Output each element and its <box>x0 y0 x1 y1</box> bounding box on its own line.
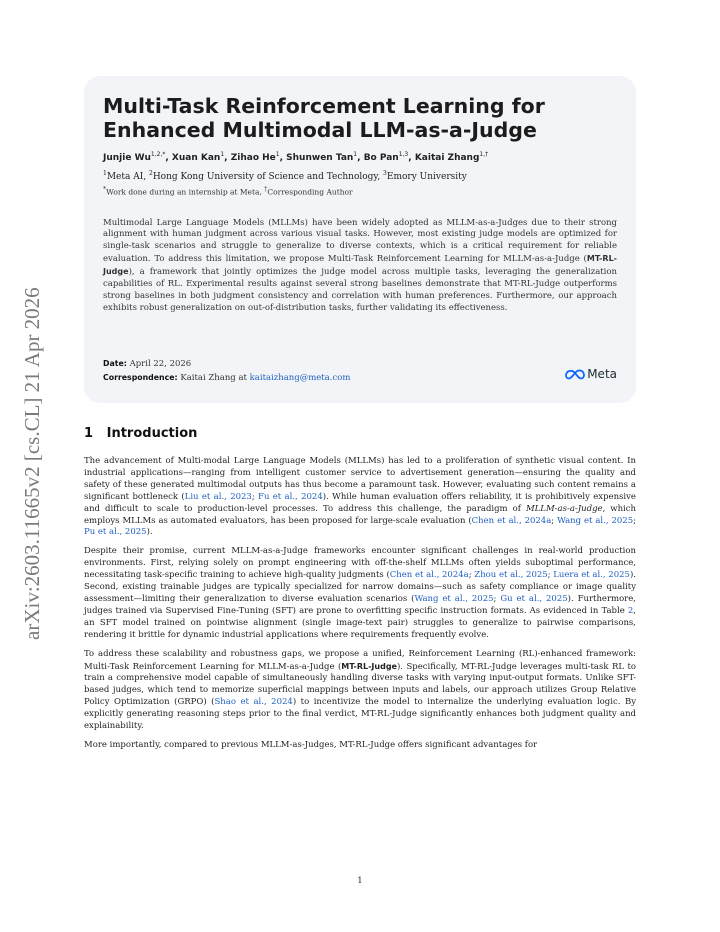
note-text: Work done during an internship at Meta, <box>106 187 265 197</box>
author-sup: 1 <box>220 151 225 158</box>
note-sup: * <box>103 186 107 193</box>
citation-link[interactable]: Chen et al., 2024a <box>389 570 469 581</box>
text-run: ). Second, existing trainable judges are typically specialized for narrow domains—such as safety compliance or image quality assessment—limiting their generalization to diverse evaluation scenarios ( <box>84 570 636 604</box>
email-link[interactable]: kaitaizhang@meta.com <box>249 373 351 383</box>
text-run: The advancement of Multi-modal Large Language Models (MLLMs) has led to a proliferation of synthetic visual content. In industrial applications—ranging from intelligent customer service to advertisement generation—ensuring the quality and safety of these generated multimodal outputs has thus become a paramount task. However, evaluating such content remains a significant bottleneck ( <box>84 456 636 502</box>
author-list: Junjie $Wu^{1,2,*}$, Xuan Kan$^1$, Zihao He$^1$, Shunwen Tan$^1$, Bo Pan$^{1,3}$, Kaitai Zhang$^{1,\dagger}$ <box>103 151 489 163</box>
text-run: ; <box>493 593 501 604</box>
acronym: MT-RL-Judge <box>103 254 617 277</box>
author-sup: 1,3 <box>398 151 409 158</box>
text-run: , an SFT model trained on pointwise alignment (single image-text pair) struggles to generalize to pairwise comparisons, rendering it brittle for dynamic industrial applications where requirements frequently evolve. <box>84 605 636 640</box>
paragraph <box>84 546 636 641</box>
author-notes <box>103 184 617 198</box>
text-run: ; <box>251 491 259 502</box>
citation-link[interactable]: Liu et al., 2023 <box>184 491 252 502</box>
text-run: To address these scalability and robustness gaps, we propose a unified, Reinforcement Learning (RL)-enhanced framework: Multi-Task Reinforcement Learning for MLLM-as-a-Judge ( <box>84 648 636 672</box>
citation-link[interactable]: Wang et al., 2025 <box>557 515 634 526</box>
correspondence-line: Correspondence: Kaitai Zhang at kaitaizhang@meta.com <box>103 373 351 383</box>
paper-title: Multi-Task Reinforcement Learning for Enhanced Multimodal LLM-as-a-Judge <box>103 94 545 142</box>
meta-logo: Meta <box>565 367 617 381</box>
citation-link[interactable]: Fu et al., 2024 <box>258 491 323 502</box>
arxiv-identifier: arXiv:2603.11665v2 [cs.CL] 21 Apr 2026 <box>20 287 44 640</box>
text-run: ; <box>468 570 475 581</box>
acronym: MT-RL-Judge <box>341 661 397 671</box>
author-sup: 1 <box>353 151 358 158</box>
introduction-body <box>84 456 636 759</box>
citation-link[interactable]: Luera et al., 2025 <box>553 570 630 581</box>
text-run: More importantly, compared to previous MLLM-as-Judges, MT-RL-Judge offers significant advantages for <box>84 739 538 750</box>
citation-link[interactable]: Chen et al., 2024a <box>471 515 552 526</box>
page-number: 1 <box>357 876 363 886</box>
section-heading: 1 Introduction <box>84 426 198 441</box>
emphasis: MLLM-as-a-Judge <box>525 503 603 514</box>
paragraph <box>84 740 636 752</box>
citation-link[interactable]: Pu et al., 2025 <box>84 527 147 538</box>
citation-link[interactable]: Gu et al., 2025 <box>500 593 568 604</box>
text-run: ). <box>146 527 153 538</box>
affil-text: Hong Kong University of Science and Technology, <box>152 172 384 182</box>
text-run: ; <box>633 515 636 526</box>
affil-text: Meta AI, <box>106 172 149 182</box>
author-name: Xuan Kan <box>171 153 221 163</box>
meta-infinity-icon <box>565 369 585 380</box>
header-panel <box>84 76 636 403</box>
date-line: Date: April 22, 2026 <box>103 359 192 369</box>
citation-link[interactable]: Wang et al., 2025 <box>414 593 494 604</box>
paragraph <box>84 649 636 733</box>
text-run: ; <box>547 570 554 581</box>
affiliations <box>103 167 617 184</box>
author-name: Zihao He <box>230 153 276 163</box>
text-run: ; <box>551 515 558 526</box>
author-sup: 1,2,* <box>150 151 166 158</box>
abstract: Multimodal Large Language Models (MLLMs) have been widely adopted as MLLM-as-a-Judges due to their strong alignment with human judgment across various visual tasks. However, most existing judge models are optimized for single-task scenarios and struggle to generalize to diverse contexts, which is a critical requirement for reliable evaluation. To address this limitation, we propose Multi-Task Reinforcement Learning for MLLM-as-a-Judge (MT-RL-Judge), a framework that jointly optimizes the judge model across multiple tasks, leveraging the generalization capabilities of RL. Experimental results against several strong baselines demonstrate that MT-RL-Judge outperforms strong baselines in both judgment consistency and correlation with human preferences. Furthermore, our approach exhibits robust generalization on out-of-distribution tasks, further validating its effectiveness. <box>103 217 617 313</box>
author-sup: 1,† <box>479 151 489 158</box>
text-run: ). Specifically, MT-RL-Judge leverages multi-task RL to train a comprehensive model capable of simultaneously handling diverse tasks with varying input-output formats. Unlike SFT-based judges, which tend to memorize superficial mappings between inputs and labels, our approach utilizes Group Relative Policy Optimization (GRPO) ( <box>84 661 636 708</box>
note-text: Corresponding Author <box>267 187 353 197</box>
affil-sup: 3 <box>383 170 387 177</box>
paragraph <box>84 456 636 539</box>
citation-link[interactable]: Shao et al., 2024 <box>214 697 293 708</box>
affil-text: Emory University <box>386 172 467 182</box>
affil-sup: 2 <box>149 170 153 177</box>
citation-link[interactable]: Zhou et al., 2025 <box>474 570 548 581</box>
author-name: Kaitai Zhang <box>414 153 480 163</box>
author-sup: 1 <box>275 151 280 158</box>
text-run: Despite their promise, current MLLM-as-a-Judge frameworks encounter significant challenges in real-world production environments. First, relying solely on prompt engineering with off-the-shelf MLLMs often yields suboptimal performance, necessitating task-specific training to achieve high-quality judgments ( <box>84 546 636 581</box>
author-name: Junjie Wu <box>103 153 151 163</box>
note-sup: † <box>264 186 268 193</box>
meta-info <box>103 357 617 385</box>
text-run: ) to incentivize the model to internalize the underlying evaluation logic. By explicitly generating reasoning steps prior to the final verdict, MT-RL-Judge significantly enhances both judgment quality and explainability. <box>84 697 636 732</box>
author-name: Bo Pan <box>363 153 399 163</box>
author-name: Shunwen Tan <box>286 153 354 163</box>
text-run: ). Furthermore, judges trained via Supervised Fine-Tuning (SFT) are prone to overfitting specific instruction formats. As evidenced in Table <box>84 593 636 616</box>
text-run: , which employs MLLMs as automated evaluators, has been proposed for large-scale evaluation ( <box>84 503 637 526</box>
affil-sup: 1 <box>103 170 107 177</box>
text-run: ). While human evaluation offers reliability, it is prohibitively expensive and difficult to scale to production-level processes. To address this challenge, the paradigm of <box>84 491 636 514</box>
citation-link[interactable]: 2 <box>627 605 634 616</box>
